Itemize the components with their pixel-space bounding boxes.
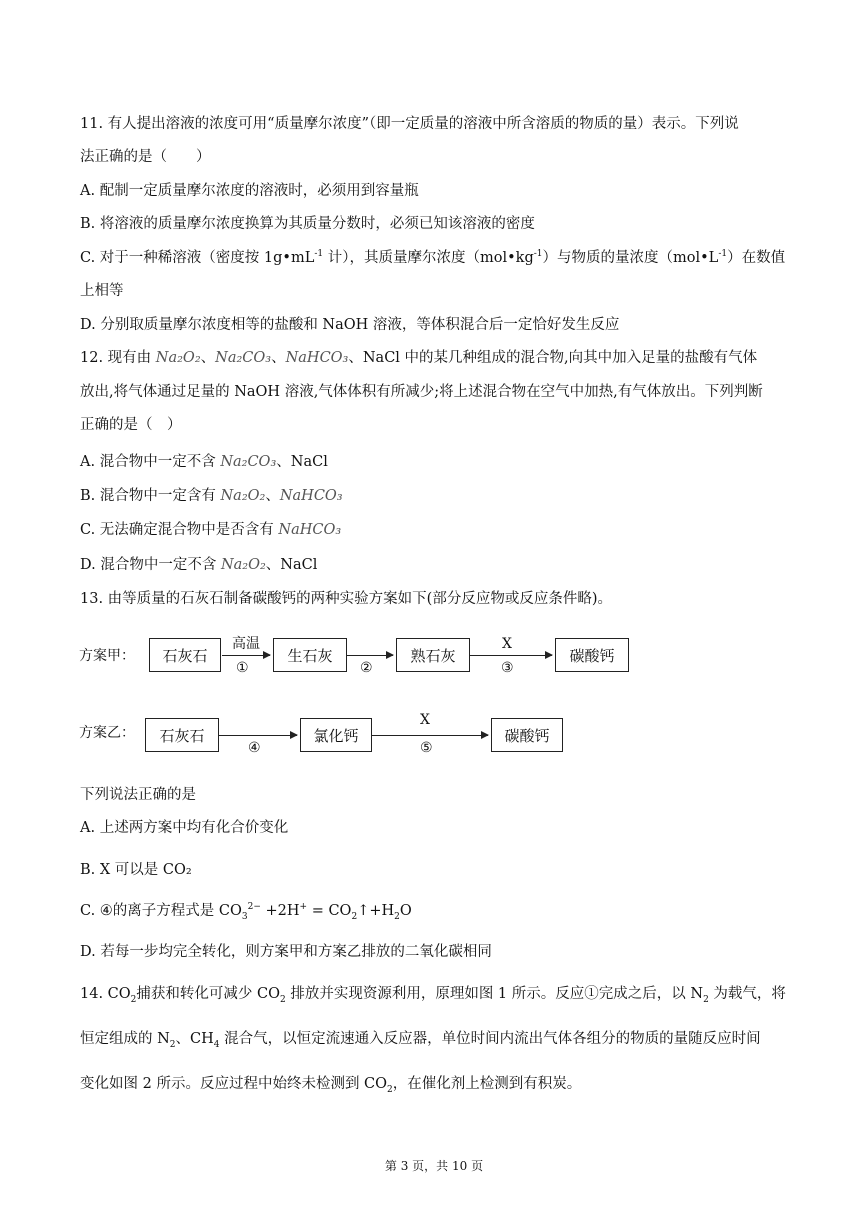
plan-b-reagent-x: X bbox=[420, 712, 430, 728]
plan-b-arrow-5 bbox=[372, 735, 488, 736]
plan-a-condition-high-temp: 高温 bbox=[232, 636, 260, 652]
plan-b-box-limestone: 石灰石 bbox=[145, 718, 219, 752]
plan-b-label: 方案乙： bbox=[79, 725, 135, 741]
plan-a-box-calcium-carbonate: 碳酸钙 bbox=[555, 638, 629, 672]
q13-option-b: B. X 可以是 CO₂ bbox=[80, 862, 192, 878]
q11-option-d: D. 分别取质量摩尔浓度相等的盐酸和 NaOH 溶液，等体积混合后一定恰好发生反应 bbox=[80, 317, 620, 333]
q12-stem-line1: 12. 现有由 Na₂O₂、Na₂CO₃、NaHCO₃、NaCl 中的某几种组成的混合物,向其中加入足量的盐酸有气体 bbox=[80, 350, 758, 366]
q14-stem-line1: 14. $CO_2$捕获和转化可减少 $CO_2$ 排放并实现资源利用，原理如图 1 所示。反应①完成之后，以 $N_2$ 为载气，将 bbox=[80, 986, 786, 1005]
formula-na2o2: Na₂O₂ bbox=[155, 350, 201, 366]
plan-b-step-4: ④ bbox=[248, 740, 261, 756]
q12-stem-line2: 放出,将气体通过足量的 NaOH 溶液,气体体积有所减少;将上述混合物在空气中加热,有气体放出。下列判断 bbox=[80, 384, 763, 400]
q11-option-b: B. 将溶液的质量摩尔浓度换算为其质量分数时，必须已知该溶液的密度 bbox=[80, 216, 535, 232]
q12-option-c: C. 无法确定混合物中是否含有 NaHCO₃ bbox=[80, 522, 342, 538]
plan-b-arrow-4 bbox=[219, 735, 297, 736]
plan-a-step-1: ① bbox=[236, 660, 249, 676]
q13-stem: 13. 由等质量的石灰石制备碳酸钙的两种实验方案如下(部分反应物或反应条件略)。 bbox=[80, 591, 612, 607]
q11-option-c-line2: 上相等 bbox=[80, 283, 124, 299]
q14-stem-line3: 变化如图 2 所示。反应过程中始终未检测到 $CO_2$，在催化剂上检测到有积炭。 bbox=[80, 1076, 582, 1095]
q14-stem-line2: 恒定组成的 $N_2$、$CH_4$ 混合气，以恒定流速通入反应器，单位时间内流出气体各组分的物质的量随反应时间 bbox=[80, 1031, 761, 1050]
plan-a-reagent-x: X bbox=[502, 636, 512, 652]
plan-a-arrow-1 bbox=[222, 655, 270, 656]
q11-stem-line2: 法正确的是（ ） bbox=[80, 149, 211, 165]
plan-a-box-slaked-lime: 熟石灰 bbox=[396, 638, 470, 672]
q13-option-c: C. ④的离子方程式是 $CO_3^{2-} +2H^+$ = $CO_2↑+H_2O$ bbox=[80, 902, 412, 922]
plan-b-step-5: ⑤ bbox=[420, 740, 433, 756]
q13-option-a: A. 上述两方案中均有化合价变化 bbox=[80, 820, 289, 836]
plan-a-arrow-2 bbox=[347, 655, 393, 656]
plan-a-step-3: ③ bbox=[501, 660, 514, 676]
q12-option-a: A. 混合物中一定不含 Na₂CO₃、NaCl bbox=[80, 454, 328, 470]
plan-a-box-quicklime: 生石灰 bbox=[273, 638, 347, 672]
q12-option-d: D. 混合物中一定不含 Na₂O₂、NaCl bbox=[80, 557, 318, 573]
q11-stem-line1: 11. 有人提出溶液的浓度可用“质量摩尔浓度”（即一定质量的溶液中所含溶质的物质的量）表示。下列说 bbox=[80, 116, 739, 132]
q11-option-c-line1: C. 对于一种稀溶液（密度按 $1g•mL^{-1}$ 计），其质量摩尔浓度$(mol•kg^{-1})$与物质的量浓度$(mol•L^{-1})$在数值 bbox=[80, 249, 786, 266]
plan-a-arrow-3 bbox=[470, 655, 552, 656]
page-footer: 第 3 页，共 10 页 bbox=[384, 1159, 484, 1173]
formula-nahco3: NaHCO₃ bbox=[285, 350, 349, 366]
formula-na2co3: Na₂CO₃ bbox=[215, 350, 272, 366]
q11-option-a: A. 配制一定质量摩尔浓度的溶液时，必须用到容量瓶 bbox=[80, 183, 419, 199]
q13-ask: 下列说法正确的是 bbox=[80, 787, 196, 803]
plan-b-box-calcium-chloride: 氯化钙 bbox=[300, 718, 372, 752]
q12-stem-line3: 正确的是（ ） bbox=[80, 417, 182, 433]
q13-option-d: D. 若每一步均完全转化，则方案甲和方案乙排放的二氧化碳相同 bbox=[80, 944, 492, 960]
plan-a-box-limestone: 石灰石 bbox=[149, 638, 221, 672]
plan-a-label: 方案甲： bbox=[79, 648, 135, 664]
q12-option-b: B. 混合物中一定含有 Na₂O₂、NaHCO₃ bbox=[80, 488, 343, 504]
plan-b-box-calcium-carbonate: 碳酸钙 bbox=[491, 718, 563, 752]
plan-a-step-2: ② bbox=[360, 660, 373, 676]
